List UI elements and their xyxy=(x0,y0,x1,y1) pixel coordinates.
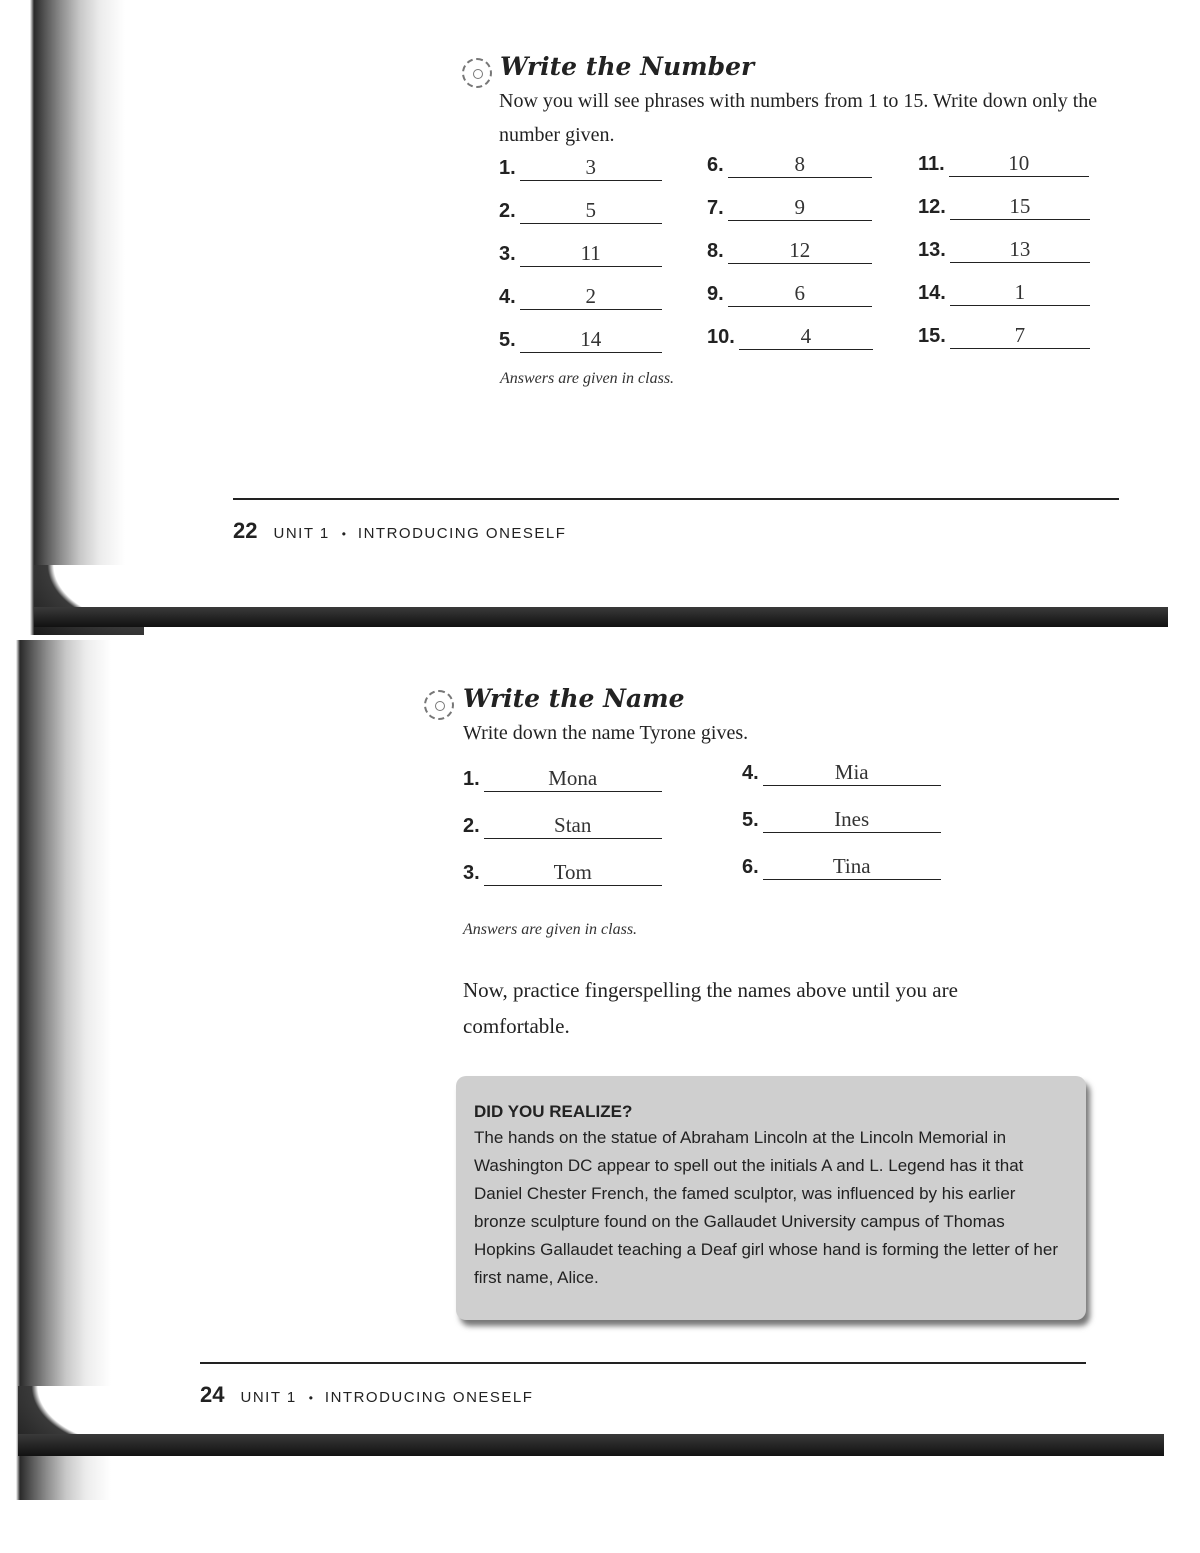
instructions: Now you will see phrases with numbers from 1 to 15. Write down only the number given. xyxy=(499,90,1098,146)
item-number: 3. xyxy=(463,862,480,884)
answer-blank[interactable]: 2 xyxy=(520,283,662,310)
item-number: 4. xyxy=(742,762,759,784)
answer-blank[interactable]: 3 xyxy=(520,154,662,181)
disc-icon xyxy=(462,58,492,88)
binding-shadow xyxy=(0,640,116,1500)
answer-blank[interactable]: Ines xyxy=(763,806,941,833)
item-number: 5. xyxy=(499,329,516,351)
section-title: Write the Number xyxy=(500,52,755,81)
page-edge-shadow xyxy=(34,607,1168,627)
answer-blank[interactable]: 11 xyxy=(520,240,662,267)
answer-blank[interactable]: Stan xyxy=(484,812,662,839)
answer-blank[interactable]: 9 xyxy=(728,194,872,221)
page-footer xyxy=(233,518,566,544)
answer-blank[interactable]: Tom xyxy=(484,859,662,886)
answer-blank[interactable]: Mia xyxy=(763,759,941,786)
number-item-14 xyxy=(918,279,1090,306)
item-number: 2. xyxy=(499,200,516,222)
answer-blank[interactable]: 8 xyxy=(728,151,872,178)
chapter-title: INTRODUCING ONESELF xyxy=(357,525,567,542)
instructions: Write down the name Tyrone gives. xyxy=(463,722,749,744)
number-item-2 xyxy=(499,197,662,224)
answer-blank[interactable]: 1 xyxy=(950,279,1090,306)
number-item-3 xyxy=(499,240,662,267)
answer-blank[interactable]: 10 xyxy=(949,150,1089,177)
answer-blank[interactable]: 12 xyxy=(728,237,872,264)
item-number: 10. xyxy=(707,326,735,348)
item-number: 6. xyxy=(707,154,724,176)
number-item-8 xyxy=(707,237,872,264)
number-item-1 xyxy=(499,154,662,181)
footer-rule xyxy=(200,1362,1086,1364)
disc-icon xyxy=(424,690,454,720)
page-edge-shadow xyxy=(18,1434,1164,1456)
bullet-separator: • xyxy=(341,527,346,541)
page-number: 24 xyxy=(200,1382,225,1407)
item-number: 3. xyxy=(499,243,516,265)
answer-blank[interactable]: 4 xyxy=(739,323,873,350)
number-item-15 xyxy=(918,322,1090,349)
answer-blank[interactable]: 15 xyxy=(950,193,1090,220)
chapter-title: INTRODUCING ONESELF xyxy=(324,1389,534,1406)
item-number: 6. xyxy=(742,856,759,878)
answer-blank[interactable]: 5 xyxy=(520,197,662,224)
name-item-2 xyxy=(463,812,662,839)
item-number: 11. xyxy=(918,153,945,175)
number-item-10 xyxy=(707,323,873,350)
number-item-12 xyxy=(918,193,1090,220)
name-item-3 xyxy=(463,859,662,886)
item-number: 9. xyxy=(707,283,724,305)
item-number: 4. xyxy=(499,286,516,308)
callout-title: DID YOU REALIZE? xyxy=(474,1102,633,1121)
bullet-separator: • xyxy=(308,1391,313,1405)
item-number: 5. xyxy=(742,809,759,831)
item-number: 1. xyxy=(463,768,480,790)
callout-body: The hands on the statue of Abraham Lincoln at the Lincoln Memorial in Washington DC appear to spell out the initials A and L. Legend has it that Daniel Chester French, the famed sculptor, was influenced by his earlier bronze sculpture found on the Gallaudet University campus of Thomas Hopkins Gallaudet teaching a Deaf girl whose hand is forming the letter of her first name, Alice. xyxy=(474,1128,1058,1287)
number-item-7 xyxy=(707,194,872,221)
answer-blank[interactable]: 7 xyxy=(950,322,1090,349)
number-item-5 xyxy=(499,326,662,353)
item-number: 7. xyxy=(707,197,724,219)
number-item-9 xyxy=(707,280,872,307)
answers-note: Answers are given in class. xyxy=(463,921,638,938)
item-number: 15. xyxy=(918,325,946,347)
number-item-11 xyxy=(918,150,1089,177)
item-number: 2. xyxy=(463,815,480,837)
unit-label: UNIT 1 xyxy=(273,525,330,542)
name-item-1 xyxy=(463,765,662,792)
name-item-4 xyxy=(742,759,941,786)
item-number: 12. xyxy=(918,196,946,218)
name-item-6 xyxy=(742,853,941,880)
item-number: 14. xyxy=(918,282,946,304)
binding-shadow xyxy=(0,0,130,635)
page-number: 22 xyxy=(233,518,258,543)
page-footer xyxy=(200,1382,533,1408)
answer-blank[interactable]: 6 xyxy=(728,280,872,307)
page-22 xyxy=(0,0,1200,635)
answers-note: Answers are given in class. xyxy=(500,370,675,387)
answer-blank[interactable]: Tina xyxy=(763,853,941,880)
name-item-5 xyxy=(742,806,941,833)
answer-blank[interactable]: 14 xyxy=(520,326,662,353)
page-24 xyxy=(0,640,1200,1500)
section-title: Write the Name xyxy=(463,684,685,713)
item-number: 8. xyxy=(707,240,724,262)
answer-blank[interactable]: Mona xyxy=(484,765,662,792)
practice-instructions: Now, practice fingerspelling the names above until you are comfortable. xyxy=(463,978,958,1038)
number-item-13 xyxy=(918,236,1090,263)
item-number: 13. xyxy=(918,239,946,261)
item-number: 1. xyxy=(499,157,516,179)
number-item-6 xyxy=(707,151,872,178)
answer-blank[interactable]: 13 xyxy=(950,236,1090,263)
unit-label: UNIT 1 xyxy=(240,1389,297,1406)
footer-rule xyxy=(233,498,1119,500)
did-you-realize-callout xyxy=(456,1076,1086,1320)
number-item-4 xyxy=(499,283,662,310)
